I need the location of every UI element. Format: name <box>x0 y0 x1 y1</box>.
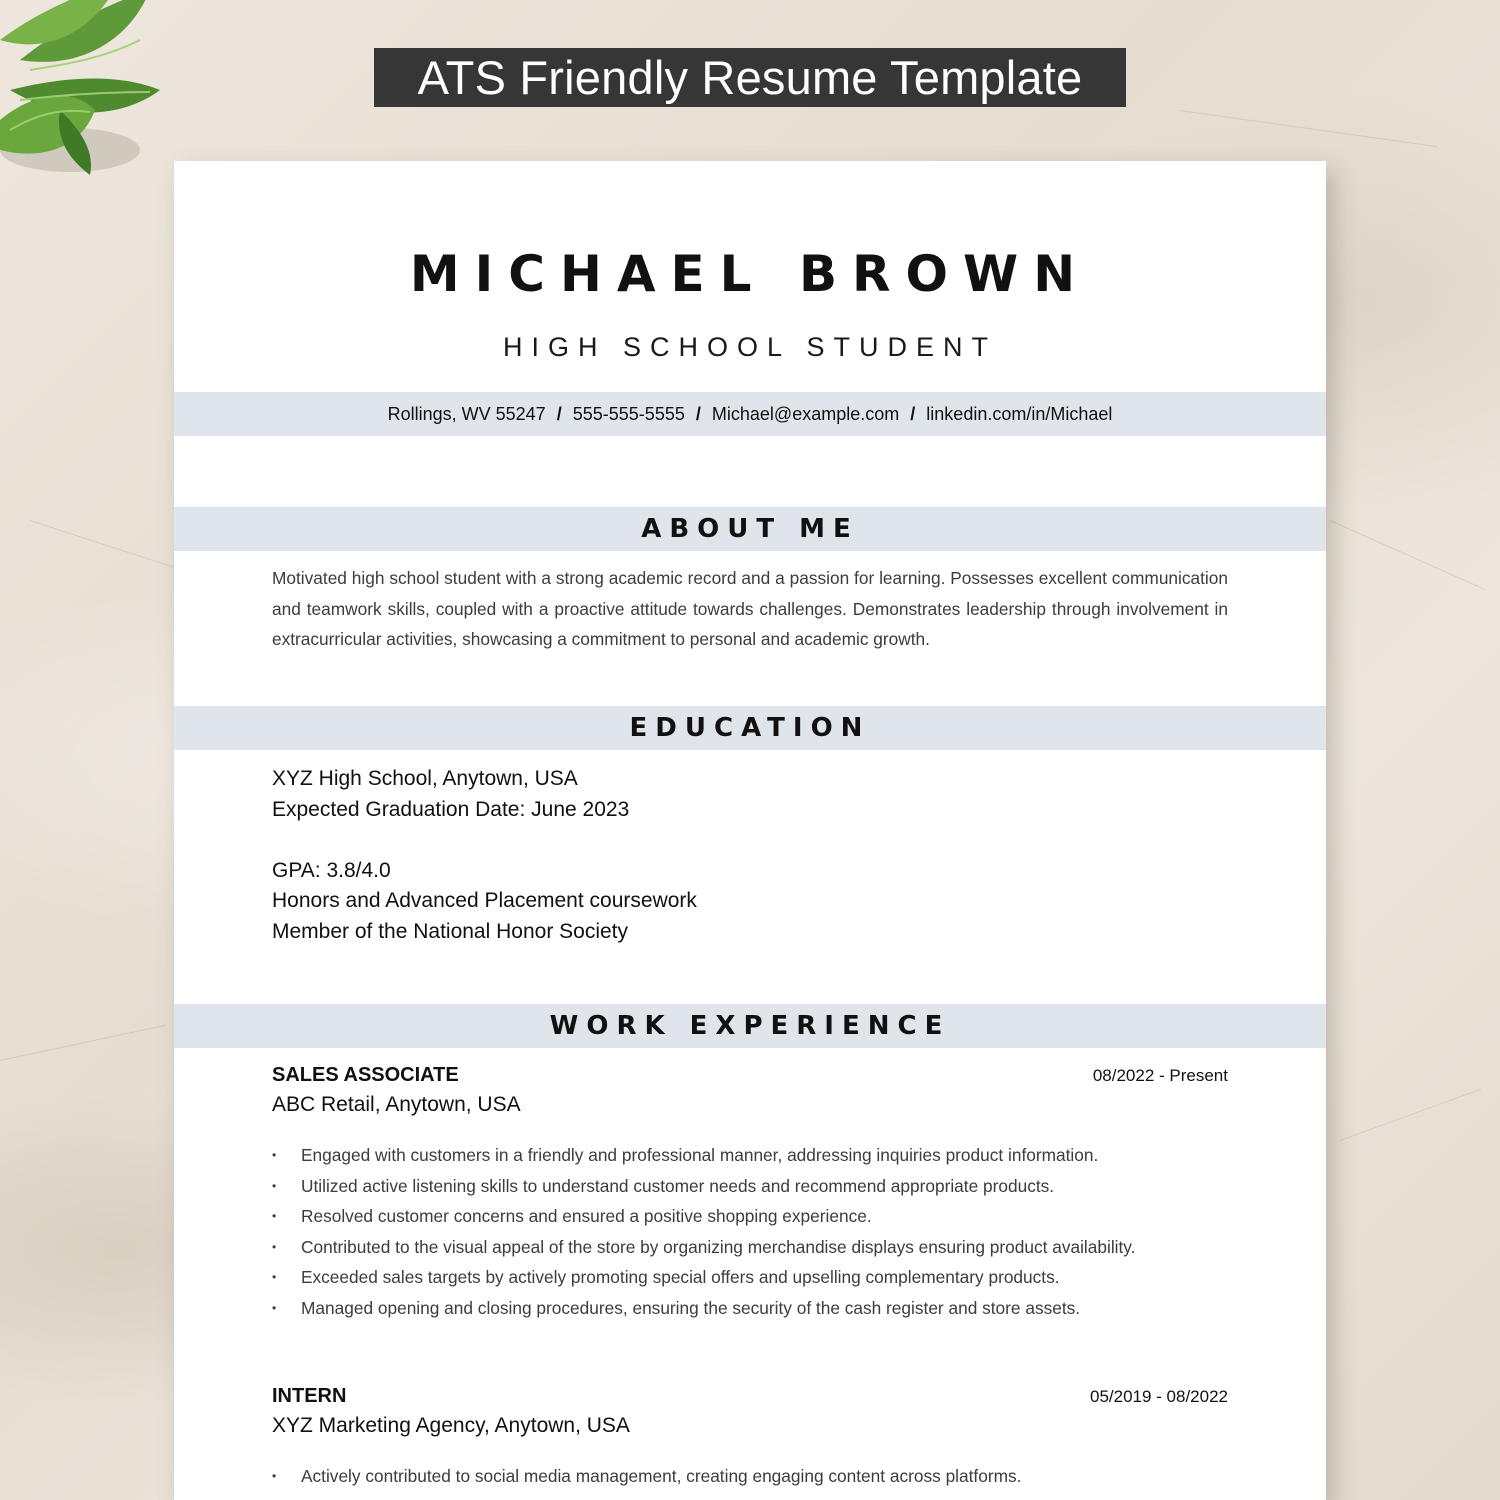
education-society: Member of the National Honor Society <box>272 919 629 943</box>
job-bullet-text: Resolved customer concerns and ensured a positive shopping experience. <box>301 1206 872 1227</box>
banner-title: ATS Friendly Resume Template <box>374 48 1126 107</box>
job-bullet-text: Managed opening and closing procedures, ensuring the security of the cash register and store assets. <box>301 1297 1081 1318</box>
contact-separator: / <box>695 404 701 424</box>
marble-vein <box>30 520 182 570</box>
about-text: Motivated high school student with a strong academic record and a passion for learning. Possesses excellent communication and teamwork skills, coupled with a proactive attitude towards challenges. Demonstrates leadership through involvement in extracurricular activities, showcasing a commitment to personal and academic growth. <box>272 568 1228 650</box>
contact-location: Rollings, WV 55247 <box>387 404 546 424</box>
contact-separator: / <box>910 404 916 424</box>
marble-vein <box>0 1025 166 1061</box>
job-title: INTERN <box>272 1385 347 1407</box>
job-bullet <box>272 1293 1232 1324</box>
job-bullet-list <box>272 1140 1232 1324</box>
bullet-marker: • <box>272 1300 277 1315</box>
contact-email: Michael@example.com <box>711 404 900 424</box>
marble-vein <box>1340 1089 1481 1141</box>
section-heading-education: EDUCATION <box>174 706 1326 750</box>
education-spacer <box>272 825 1172 856</box>
job-bullet <box>272 1171 1232 1202</box>
job-bullet <box>272 1140 1232 1171</box>
job-bullet-list <box>272 1461 1232 1492</box>
job-bullet-text: Contributed to the visual appeal of the store by organizing merchandise displays ensuring product availability. <box>301 1236 1136 1257</box>
job-title: SALES ASSOCIATE <box>272 1064 459 1086</box>
job-bullet <box>272 1262 1232 1293</box>
job-company: ABC Retail, Anytown, USA <box>272 1093 521 1116</box>
contact-bar <box>174 392 1326 436</box>
resume-name: MICHAEL BROWN <box>409 245 1091 303</box>
bullet-marker: • <box>272 1239 277 1254</box>
education-block <box>272 764 1172 948</box>
section-heading-work: WORK EXPERIENCE <box>174 1004 1326 1048</box>
resume-page <box>174 161 1326 1500</box>
job-dates: 08/2022 - Present <box>1092 1066 1228 1085</box>
bullet-marker: • <box>272 1178 277 1193</box>
job-dates: 05/2019 - 08/2022 <box>1089 1387 1228 1406</box>
job-bullet-text: Exceeded sales targets by actively promoting special offers and upselling complementary products. <box>301 1267 1060 1288</box>
contact-separator: / <box>556 404 562 424</box>
section-heading-about: ABOUT ME <box>174 507 1326 551</box>
bullet-marker: • <box>272 1209 277 1224</box>
resume-role: HIGH SCHOOL STUDENT <box>502 332 998 362</box>
marble-vein <box>1180 110 1438 147</box>
education-gpa: GPA: 3.8/4.0 <box>272 858 391 882</box>
bullet-marker: • <box>272 1469 277 1483</box>
education-school: XYZ High School, Anytown, USA <box>272 767 578 790</box>
job-bullet-text: Actively contributed to social media management, creating engaging content across platforms. <box>301 1466 1022 1486</box>
job-bullet <box>272 1461 1232 1492</box>
plant-image <box>0 0 200 190</box>
job-company: XYZ Marketing Agency, Anytown, USA <box>272 1414 630 1437</box>
bullet-marker: • <box>272 1148 277 1162</box>
job-bullet <box>272 1232 1232 1263</box>
marble-vein <box>1330 520 1486 590</box>
bullet-marker: • <box>272 1270 277 1285</box>
job-bullet-text: Utilized active listening skills to understand customer needs and recommend appropriate products. <box>301 1175 1055 1196</box>
education-graduation: Expected Graduation Date: June 2023 <box>272 797 630 821</box>
job-bullet <box>272 1201 1232 1232</box>
contact-linkedin: linkedin.com/in/Michael <box>926 404 1113 424</box>
job-bullet-text: Engaged with customers in a friendly and professional manner, addressing inquiries product information. <box>301 1145 1099 1165</box>
education-coursework: Honors and Advanced Placement coursework <box>272 889 697 913</box>
contact-phone: 555-555-5555 <box>572 404 685 424</box>
